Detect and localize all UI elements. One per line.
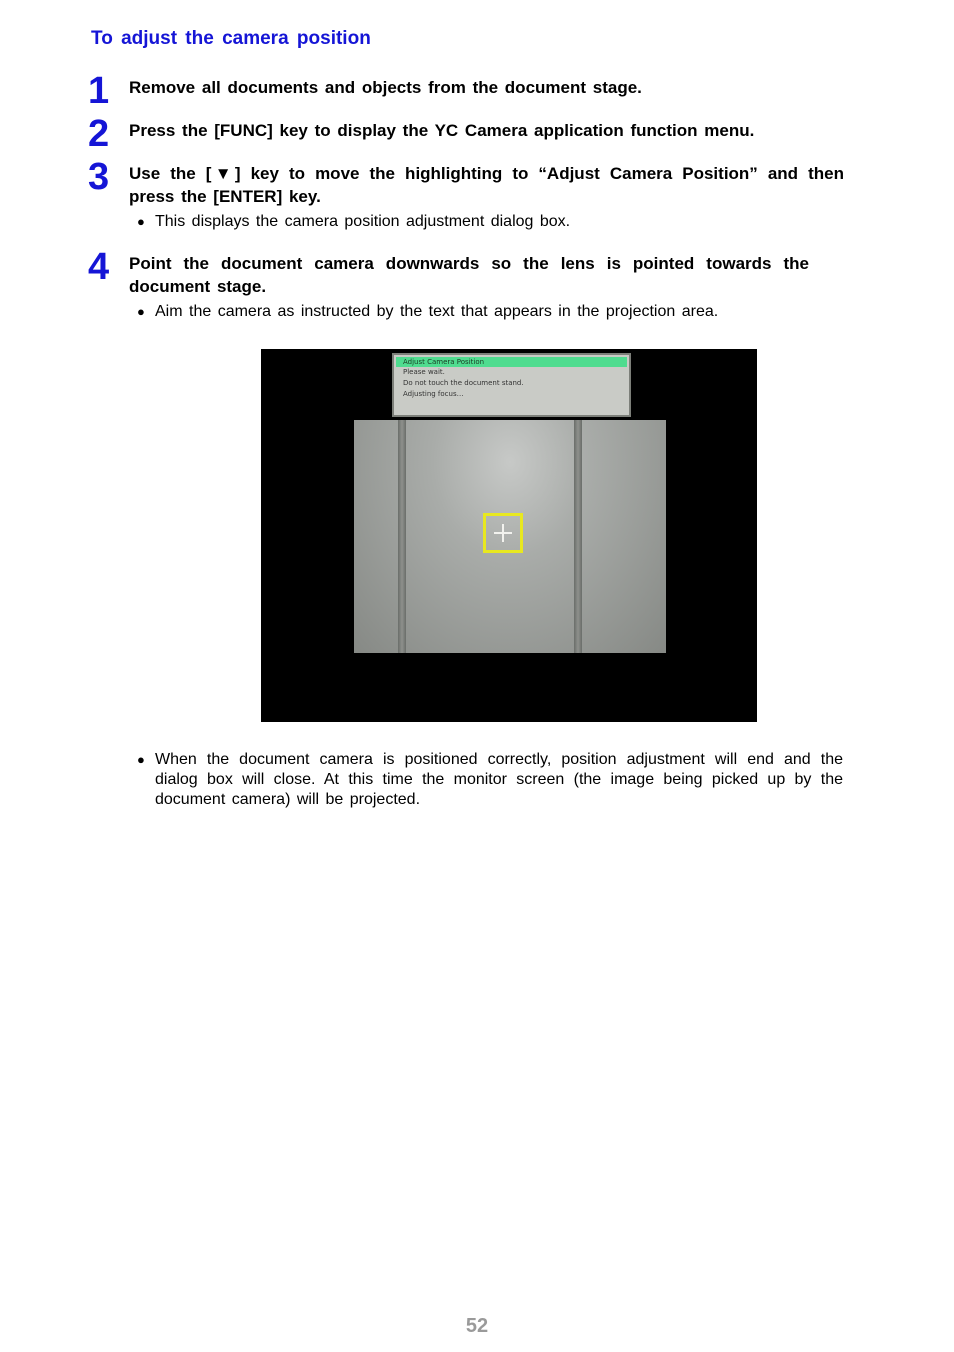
step-number-4: 4 (88, 246, 109, 288)
step-text-3: Use the [▼] key to move the highlighting to “Adjust Camera Position” and then press the [ENTER] key. (129, 164, 844, 206)
camera-view (354, 420, 666, 653)
step-number-3: 3 (88, 156, 109, 198)
bullet-item-3 (137, 750, 843, 810)
bullet-icon: ● (137, 304, 145, 319)
stand-rail-right (574, 420, 582, 653)
step-number-1: 1 (88, 70, 109, 112)
section-heading: To adjust the camera position (91, 28, 371, 49)
dialog-title: Adjust Camera Position (396, 357, 627, 367)
step-text-4: Point the document camera downwards so the lens is pointed towards the document stage. (129, 254, 809, 296)
dialog-line-warning: Do not touch the document stand. (403, 379, 524, 387)
bullet-icon: ● (137, 752, 145, 767)
bullet-text: This displays the camera position adjustment dialog box. (155, 213, 571, 230)
step-number-2: 2 (88, 113, 109, 155)
stand-rail-left (398, 420, 406, 653)
bullet-text: When the document camera is positioned correctly, position adjustment will end and the dialog box will close. At this time the monitor screen (the image being picked up by the document camera) will be projected. (155, 751, 843, 808)
projection-screenshot (261, 349, 757, 722)
bullet-item-2 (137, 302, 843, 322)
bullet-text: Aim the camera as instructed by the text that appears in the projection area. (155, 303, 719, 320)
step-text-2: Press the [FUNC] key to display the YC Camera application function menu. (129, 121, 755, 140)
bullet-item-1 (137, 212, 843, 232)
step-text-1: Remove all documents and objects from the document stage. (129, 78, 642, 97)
target-crosshair-icon (483, 513, 523, 553)
dialog-line-status: Adjusting focus… (403, 390, 464, 398)
page-number: 52 (465, 1315, 489, 1337)
dialog-line-wait: Please wait. (403, 368, 445, 376)
bullet-icon: ● (137, 214, 145, 229)
adjust-camera-dialog (392, 353, 631, 417)
